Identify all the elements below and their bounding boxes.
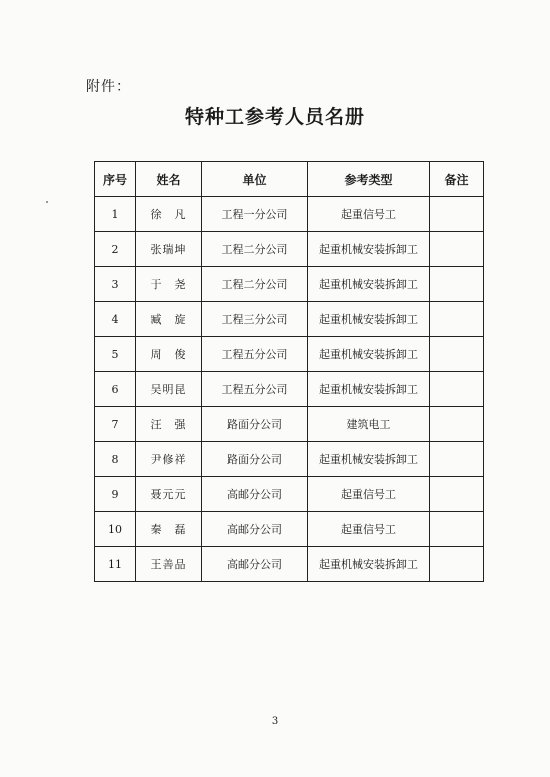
cell-seq: 9 [95, 477, 136, 512]
cell-remarks [430, 547, 484, 582]
cell-seq: 7 [95, 407, 136, 442]
cell-name: 汪 强 [136, 407, 202, 442]
cell-unit: 高邮分公司 [202, 547, 308, 582]
cell-exam-type: 起重机械安装拆卸工 [308, 232, 430, 267]
cell-remarks [430, 302, 484, 337]
cell-name: 尹修祥 [136, 442, 202, 477]
cell-exam-type: 起重机械安装拆卸工 [308, 442, 430, 477]
cell-unit: 高邮分公司 [202, 477, 308, 512]
cell-remarks [430, 407, 484, 442]
table-row [95, 477, 484, 512]
cell-remarks [430, 477, 484, 512]
table-row [95, 442, 484, 477]
cell-remarks [430, 232, 484, 267]
scan-speck [46, 201, 48, 203]
header-exam-type: 参考类型 [308, 162, 430, 197]
cell-exam-type: 起重机械安装拆卸工 [308, 372, 430, 407]
table-row [95, 197, 484, 232]
cell-remarks [430, 197, 484, 232]
cell-name: 王善品 [136, 547, 202, 582]
table-body [95, 197, 484, 582]
cell-seq: 1 [95, 197, 136, 232]
cell-unit: 工程二分公司 [202, 232, 308, 267]
cell-unit: 高邮分公司 [202, 512, 308, 547]
cell-unit: 工程三分公司 [202, 302, 308, 337]
cell-remarks [430, 267, 484, 302]
cell-remarks [430, 442, 484, 477]
cell-name: 于 尧 [136, 267, 202, 302]
table-row [95, 372, 484, 407]
cell-seq: 11 [95, 547, 136, 582]
cell-name: 周 俊 [136, 337, 202, 372]
cell-exam-type: 起重机械安装拆卸工 [308, 337, 430, 372]
cell-seq: 4 [95, 302, 136, 337]
table-row [95, 267, 484, 302]
cell-seq: 3 [95, 267, 136, 302]
header-name: 姓名 [136, 162, 202, 197]
cell-exam-type: 起重机械安装拆卸工 [308, 302, 430, 337]
cell-seq: 5 [95, 337, 136, 372]
cell-remarks [430, 337, 484, 372]
cell-unit: 路面分公司 [202, 442, 308, 477]
cell-name: 吴明昆 [136, 372, 202, 407]
table-row [95, 302, 484, 337]
cell-unit: 路面分公司 [202, 407, 308, 442]
page-number: 3 [271, 716, 279, 727]
cell-seq: 2 [95, 232, 136, 267]
cell-unit: 工程一分公司 [202, 197, 308, 232]
cell-name: 张瑞坤 [136, 232, 202, 267]
cell-exam-type: 起重信号工 [308, 512, 430, 547]
roster-table [94, 161, 484, 582]
cell-exam-type: 起重信号工 [308, 197, 430, 232]
cell-seq: 8 [95, 442, 136, 477]
table-row [95, 547, 484, 582]
cell-seq: 6 [95, 372, 136, 407]
table-row [95, 512, 484, 547]
cell-name: 臧 旋 [136, 302, 202, 337]
table-row [95, 407, 484, 442]
table-row [95, 232, 484, 267]
attachment-label: 附件： [86, 79, 131, 95]
cell-remarks [430, 372, 484, 407]
cell-unit: 工程二分公司 [202, 267, 308, 302]
cell-unit: 工程五分公司 [202, 372, 308, 407]
cell-exam-type: 起重机械安装拆卸工 [308, 267, 430, 302]
cell-exam-type: 起重信号工 [308, 477, 430, 512]
cell-name: 徐 凡 [136, 197, 202, 232]
cell-remarks [430, 512, 484, 547]
document-title: 特种工参考人员名册 [184, 106, 365, 128]
table-row [95, 337, 484, 372]
cell-name: 秦 磊 [136, 512, 202, 547]
cell-name: 聂元元 [136, 477, 202, 512]
header-seq: 序号 [95, 162, 136, 197]
table-header-row [95, 162, 484, 197]
header-unit: 单位 [202, 162, 308, 197]
cell-seq: 10 [95, 512, 136, 547]
header-remarks: 备注 [430, 162, 484, 197]
cell-unit: 工程五分公司 [202, 337, 308, 372]
cell-exam-type: 建筑电工 [308, 407, 430, 442]
cell-exam-type: 起重机械安装拆卸工 [308, 547, 430, 582]
